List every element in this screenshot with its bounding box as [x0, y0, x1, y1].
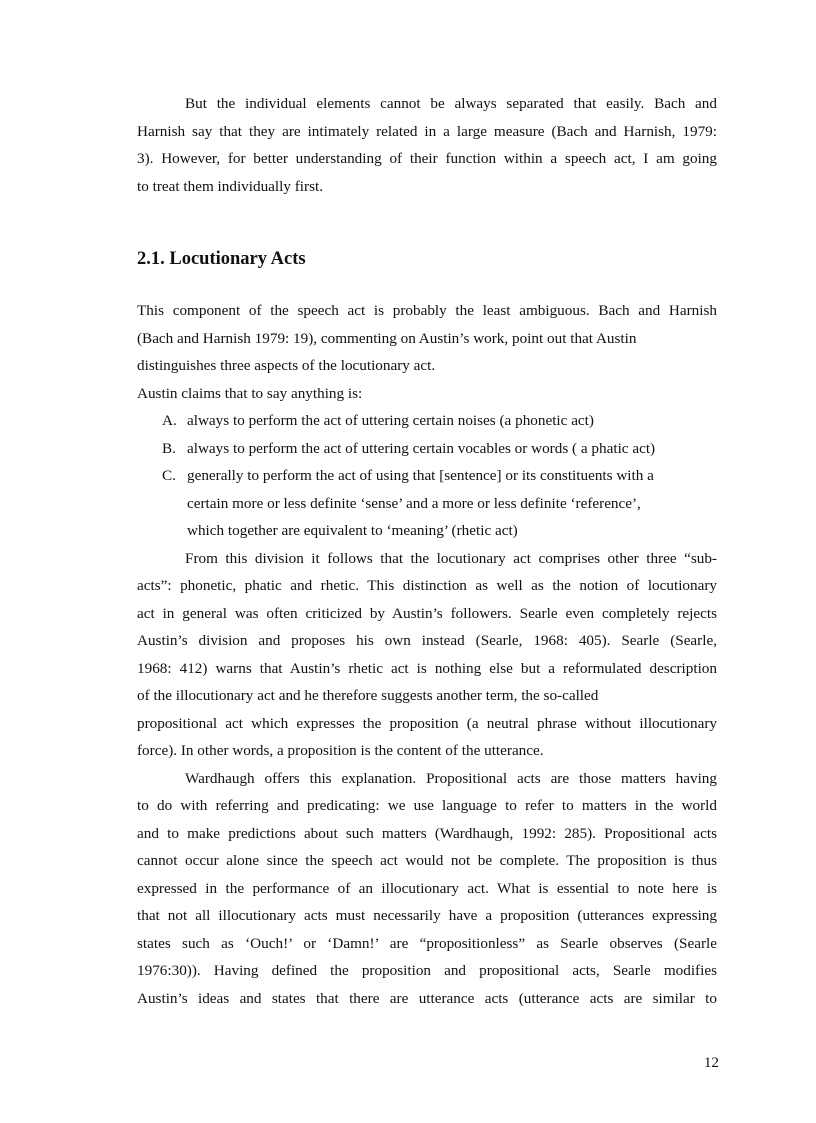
paragraph-line: 3). However, for better understanding of their function within a speech act, I am going [137, 150, 717, 167]
list-marker: B. [162, 439, 176, 457]
list-item [137, 407, 717, 435]
paragraph-line: cannot occur alone since the speech act would not be complete. The proposition is thus [137, 852, 717, 869]
section-body [137, 297, 717, 1012]
paragraph-line: acts”: phonetic, phatic and rhetic. This distinction as well as the notion of locutionary [137, 577, 717, 594]
list-item-text: always to perform the act of uttering certain vocables or words ( a phatic act) [187, 439, 656, 457]
list-item [137, 435, 717, 463]
paragraph-line: act in general was often criticized by Austin’s followers. Searle even completely rejects [137, 604, 717, 622]
paragraph-line: Wardhaugh offers this explanation. Propositional acts are those matters having [185, 769, 717, 787]
list-item [137, 462, 717, 490]
paragraph-line: (Bach and Harnish 1979: 19), commenting on Austin’s work, point out that Austin [137, 329, 637, 347]
paragraph-line: to do with referring and predicating: we use language to refer to matters in the world [137, 797, 717, 814]
paragraph-line: expressed in the performance of an illocutionary act. What is essential to note here is [137, 879, 717, 897]
list-item-continuation: which together are equivalent to ‘meaning’ (rhetic act) [187, 522, 518, 539]
list-marker: C. [162, 467, 176, 484]
paragraph-line: Austin’s ideas and states that there are utterance acts (utterance acts are similar to [137, 989, 717, 1007]
paragraph-line: From this division it follows that the locutionary act comprises other three “sub- [185, 549, 717, 567]
list-item-continuation: certain more or less definite ‘sense’ and a more or less definite ‘reference’, [187, 494, 641, 512]
paragraph-line: and to make predictions about such matters (Wardhaugh, 1992: 285). Propositional acts [137, 824, 717, 842]
paragraph-line: Austin’s division and proposes his own instead (Searle, 1968: 405). Searle (Searle, [137, 632, 717, 649]
paragraph-line: states such as ‘Ouch!’ or ‘Damn!’ are “propositionless” as Searle observes (Searle [137, 934, 717, 952]
intro-paragraph [137, 90, 717, 200]
paragraph-line: propositional act which expresses the proposition (a neutral phrase without illocutionary [137, 714, 717, 732]
paragraph-line: This component of the speech act is probably the least ambiguous. Bach and Harnish [137, 302, 717, 319]
paragraph-line: Austin claims that to say anything is: [137, 384, 363, 402]
paragraph-line: 1968: 412) warns that Austin’s rhetic act is nothing else but a reformulated description [137, 659, 717, 677]
paragraph-line: distinguishes three aspects of the locutionary act. [137, 357, 436, 374]
section-heading: 2.1. Locutionary Acts [137, 249, 306, 269]
paragraph-line: to treat them individually first. [137, 177, 324, 195]
paragraph-line: that not all illocutionary acts must necessarily have a proposition (utterances expressing [137, 907, 717, 924]
page-number: 12 [703, 1054, 719, 1071]
paragraph-line: force). In other words, a proposition is the content of the utterance. [137, 742, 544, 759]
list-item-text: generally to perform the act of using that [sentence] or its constituents with a [187, 467, 654, 484]
paragraph-line: Harnish say that they are intimately related in a large measure (Bach and Harnish, 1979: [137, 122, 717, 140]
paragraph-line: 1976:30)). Having defined the proposition and propositional acts, Searle modifies [137, 962, 717, 979]
list-marker: A. [162, 412, 177, 429]
paragraph-line: of the illocutionary act and he therefore suggests another term, the so-called [137, 687, 599, 704]
list-item-text: always to perform the act of uttering certain noises (a phonetic act) [187, 412, 594, 429]
paragraph-line: But the individual elements cannot be always separated that easily. Bach and [185, 95, 717, 112]
